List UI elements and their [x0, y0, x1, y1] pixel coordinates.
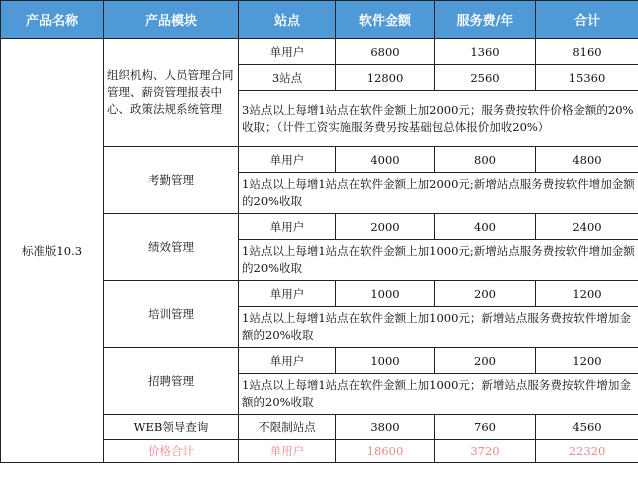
- module-cell: 培训管理: [104, 281, 239, 348]
- header-total: 合计: [536, 1, 638, 39]
- total-cell: 1200: [536, 281, 638, 307]
- pricing-note: 3站点以上每增1站点在软件金额上加2000元；服务费按软件价格金额的20%收取；（计件工资实施服务费另按基础包总体报价加收20%）: [239, 91, 638, 147]
- service-fee-cell: 200: [435, 281, 536, 307]
- service-fee-cell: 400: [435, 214, 536, 240]
- software-amount-cell: 3800: [336, 415, 435, 440]
- module-cell: WEB领导查询: [104, 415, 239, 440]
- total-cell: 1200: [536, 348, 638, 374]
- module-cell: 考勤管理: [104, 147, 239, 214]
- grand-total: 22320: [536, 440, 638, 463]
- total-service-fee: 3720: [435, 440, 536, 463]
- site-cell: 单用户: [239, 214, 336, 240]
- site-cell: 单用户: [239, 147, 336, 173]
- software-amount-cell: 1000: [336, 281, 435, 307]
- header-service-fee: 服务费/年: [435, 1, 536, 39]
- site-cell: 单用户: [239, 39, 336, 65]
- header-row: [1, 1, 638, 39]
- pricing-note: 1站点以上每增1站点在软件金额上加1000元;新增站点服务费按软件增加金额的20%收取: [239, 240, 638, 281]
- total-label: 价格合计: [104, 440, 239, 463]
- total-cell: 15360: [536, 65, 638, 91]
- service-fee-cell: 200: [435, 348, 536, 374]
- software-amount-cell: 1000: [336, 348, 435, 374]
- pricing-note: 1站点以上每增1站点在软件金额上加1000元；新增站点服务费按软件增加金额的20%收取: [239, 307, 638, 348]
- module-cell: 组织机构、人员管理合同管理、薪资管理报表中心、政策法规系统管理: [104, 39, 239, 147]
- total-cell: 2400: [536, 214, 638, 240]
- software-amount-cell: 12800: [336, 65, 435, 91]
- total-cell: 8160: [536, 39, 638, 65]
- table-row: [1, 39, 638, 65]
- header-product-module: 产品模块: [104, 1, 239, 39]
- software-amount-cell: 2000: [336, 214, 435, 240]
- product-name-cell: 标准版10.3: [1, 39, 104, 463]
- service-fee-cell: 800: [435, 147, 536, 173]
- site-cell: 3站点: [239, 65, 336, 91]
- total-cell: 4800: [536, 147, 638, 173]
- service-fee-cell: 2560: [435, 65, 536, 91]
- pricing-note: 1站点以上每增1站点在软件金额上加2000元;新增站点服务费按软件增加金额的20%收取: [239, 173, 638, 214]
- software-amount-cell: 4000: [336, 147, 435, 173]
- total-cell: 4560: [536, 415, 638, 440]
- site-cell: 单用户: [239, 281, 336, 307]
- module-cell: 绩效管理: [104, 214, 239, 281]
- software-amount-cell: 6800: [336, 39, 435, 65]
- header-product-name: 产品名称: [1, 1, 104, 39]
- service-fee-cell: 760: [435, 415, 536, 440]
- site-cell: 单用户: [239, 348, 336, 374]
- site-cell: 不限制站点: [239, 415, 336, 440]
- header-site: 站点: [239, 1, 336, 39]
- module-cell: 招聘管理: [104, 348, 239, 415]
- total-site: 单用户: [239, 440, 336, 463]
- pricing-note: 1站点以上每增1站点在软件金额上加1000元；新增站点服务费按软件增加金额的20%收取: [239, 374, 638, 415]
- service-fee-cell: 1360: [435, 39, 536, 65]
- total-software-amount: 18600: [336, 440, 435, 463]
- header-software-amount: 软件金额: [336, 1, 435, 39]
